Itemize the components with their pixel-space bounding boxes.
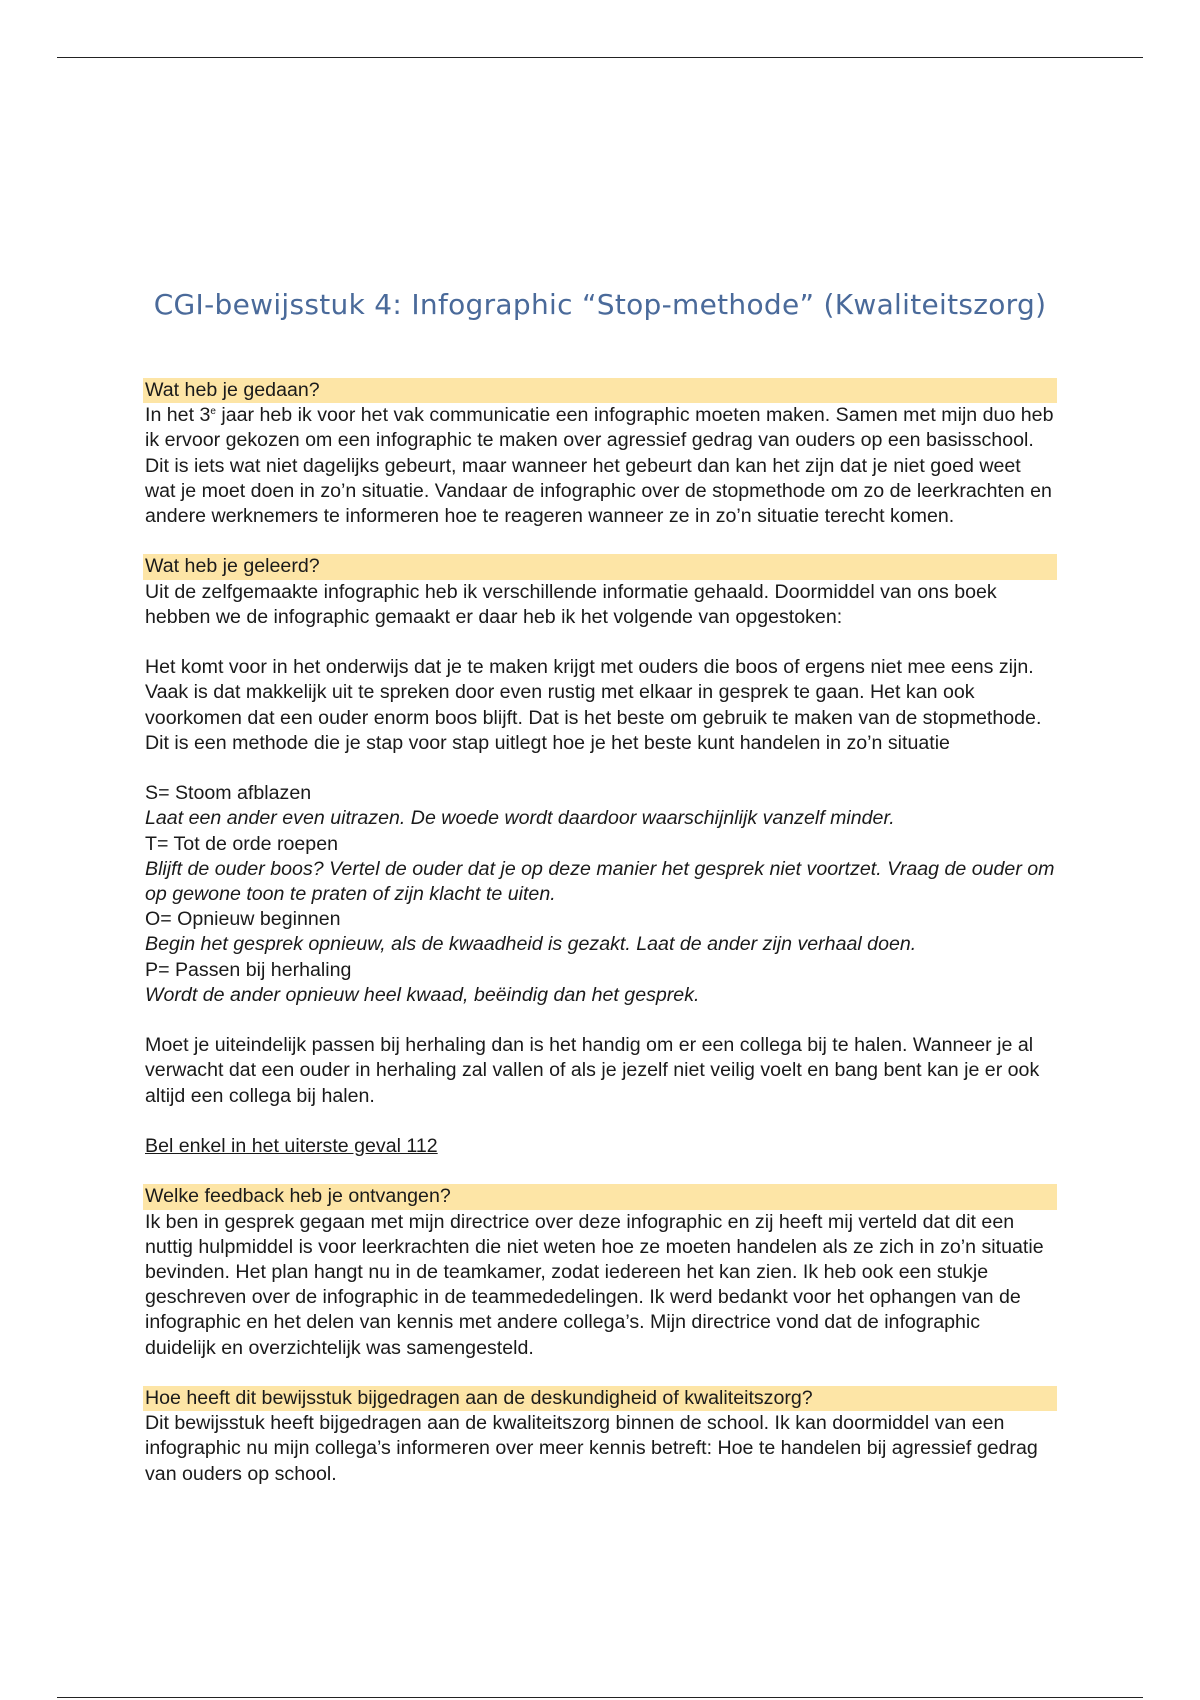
page-title: CGI-bewijsstuk 4: Infographic “Stop-methode” (Kwaliteitszorg) [153,288,1047,321]
step-description: Begin het gesprek opnieuw, als de kwaadheid is gezakt. Laat de ander zijn verhaal doen. [145,933,917,956]
section-bijdrage [143,1386,1057,1487]
step-description: Laat een ander even uitrazen. De woede wordt daardoor waarschijnlijk vanzelf minder. [145,807,895,830]
step-title: O= Opnieuw beginnen [145,908,341,931]
step-title: P= Passen bij herhaling [145,958,352,981]
paragraph-text: In het 3 [145,404,211,427]
section-paragraph: Het komt voor in het onderwijs dat je te maken krijgt met ouders die boos of ergens niet mee eens zijn. Vaak is dat makkelijk uit te spreken door even rustig met elkaar in gesprek te gaan. Het kan ook voorkomen dat een ouder enorm boos blijft. Dat is het beste om gebruik te maken van de stopmethode. Dit is een methode die je stap voor stap uitlegt hoe je het beste kunt handelen in zo’n situatie [145,656,1042,754]
section-paragraph: Ik ben in gesprek gegaan met mijn directrice over deze infographic en zij heeft mij verteld dat dit een nuttig hulpmiddel is voor leerkrachten die niet weten hoe ze moeten handelen als ze zich in zo’n situatie bevinden. Het plan hangt nu in de teamkamer, zodat iedereen het kan zien. Ik heb ook een stukje geschreven over de infographic in de teammededelingen. Ik werd bedankt voor het ophangen van de infographic en het delen van kennis met andere collega’s. Mijn directrice vond dat de infographic duidelijk en overzichtelijk was samengesteld. [145,1210,1044,1359]
section-heading: Hoe heeft dit bewijsstuk bijgedragen aan de deskundigheid of kwaliteitszorg? [143,1386,1057,1411]
section-paragraph [143,403,1057,529]
section-feedback [143,1184,1057,1360]
bottom-rule [57,1697,1143,1698]
document-body [143,378,1057,1487]
section-heading: Wat heb je geleerd? [143,554,1057,579]
section-heading: Wat heb je gedaan? [143,378,1057,403]
stop-method-list [143,781,1057,1008]
section-paragraph: Moet je uiteindelijk passen bij herhaling dan is het handig om er een collega bij te halen. Wanneer je al verwacht dat een ouder in herhaling zal vallen of als je jezelf niet veilig voelt en bang bent kan je er ook altijd een collega bij halen. [145,1034,1040,1107]
step-description: Wordt de ander opnieuw heel kwaad, beëindig dan het gesprek. [145,983,700,1006]
top-rule [57,57,1143,58]
step-description: Blijft de ouder boos? Vertel de ouder dat je op deze manier het gesprek niet voortzet. Vraag de ouder om op gewone toon te praten of zijn klacht te uiten. [145,857,1055,906]
section-paragraph: Uit de zelfgemaakte infographic heb ik verschillende informatie gehaald. Doormiddel van ons boek hebben we de infographic gemaakt er daar heb ik het volgende van opgestoken: [145,580,997,628]
section-wat-heb-je-geleerd [143,554,1057,1159]
section-paragraph: Dit bewijsstuk heeft bijgedragen aan de kwaliteitszorg binnen de school. Ik kan doormiddel van een infographic nu mijn collega’s informeren over meer kennis betreft: Hoe te handelen bij agressief gedrag van ouders op school. [145,1412,1038,1485]
step-title: T= Tot de orde roepen [145,832,338,855]
emergency-note [143,1134,1057,1159]
section-heading: Welke feedback heb je ontvangen? [143,1184,1057,1209]
superscript: e [210,406,216,418]
paragraph-text: jaar heb ik voor het vak communicatie een infographic moeten maken. Samen met mijn duo heb ik ervoor gekozen om een infographic te maken over agressief gedrag van ouders op een basisschool. Dit is iets wat niet dagelijks gebeurt, maar wanneer het gebeurt dan kan het zijn dat je niet goed weet wat je moet doen in zo’n situatie. Vandaar de infographic over de stopmethode om zo de leerkrachten en andere werknemers te informeren hoe te reageren wanneer ze in zo’n situatie terecht komen. [145,404,1054,528]
step-title: S= Stoom afblazen [145,782,312,805]
emergency-text: Bel enkel in het uiterste geval 112 [145,1135,438,1158]
section-wat-heb-je-gedaan [143,378,1057,529]
